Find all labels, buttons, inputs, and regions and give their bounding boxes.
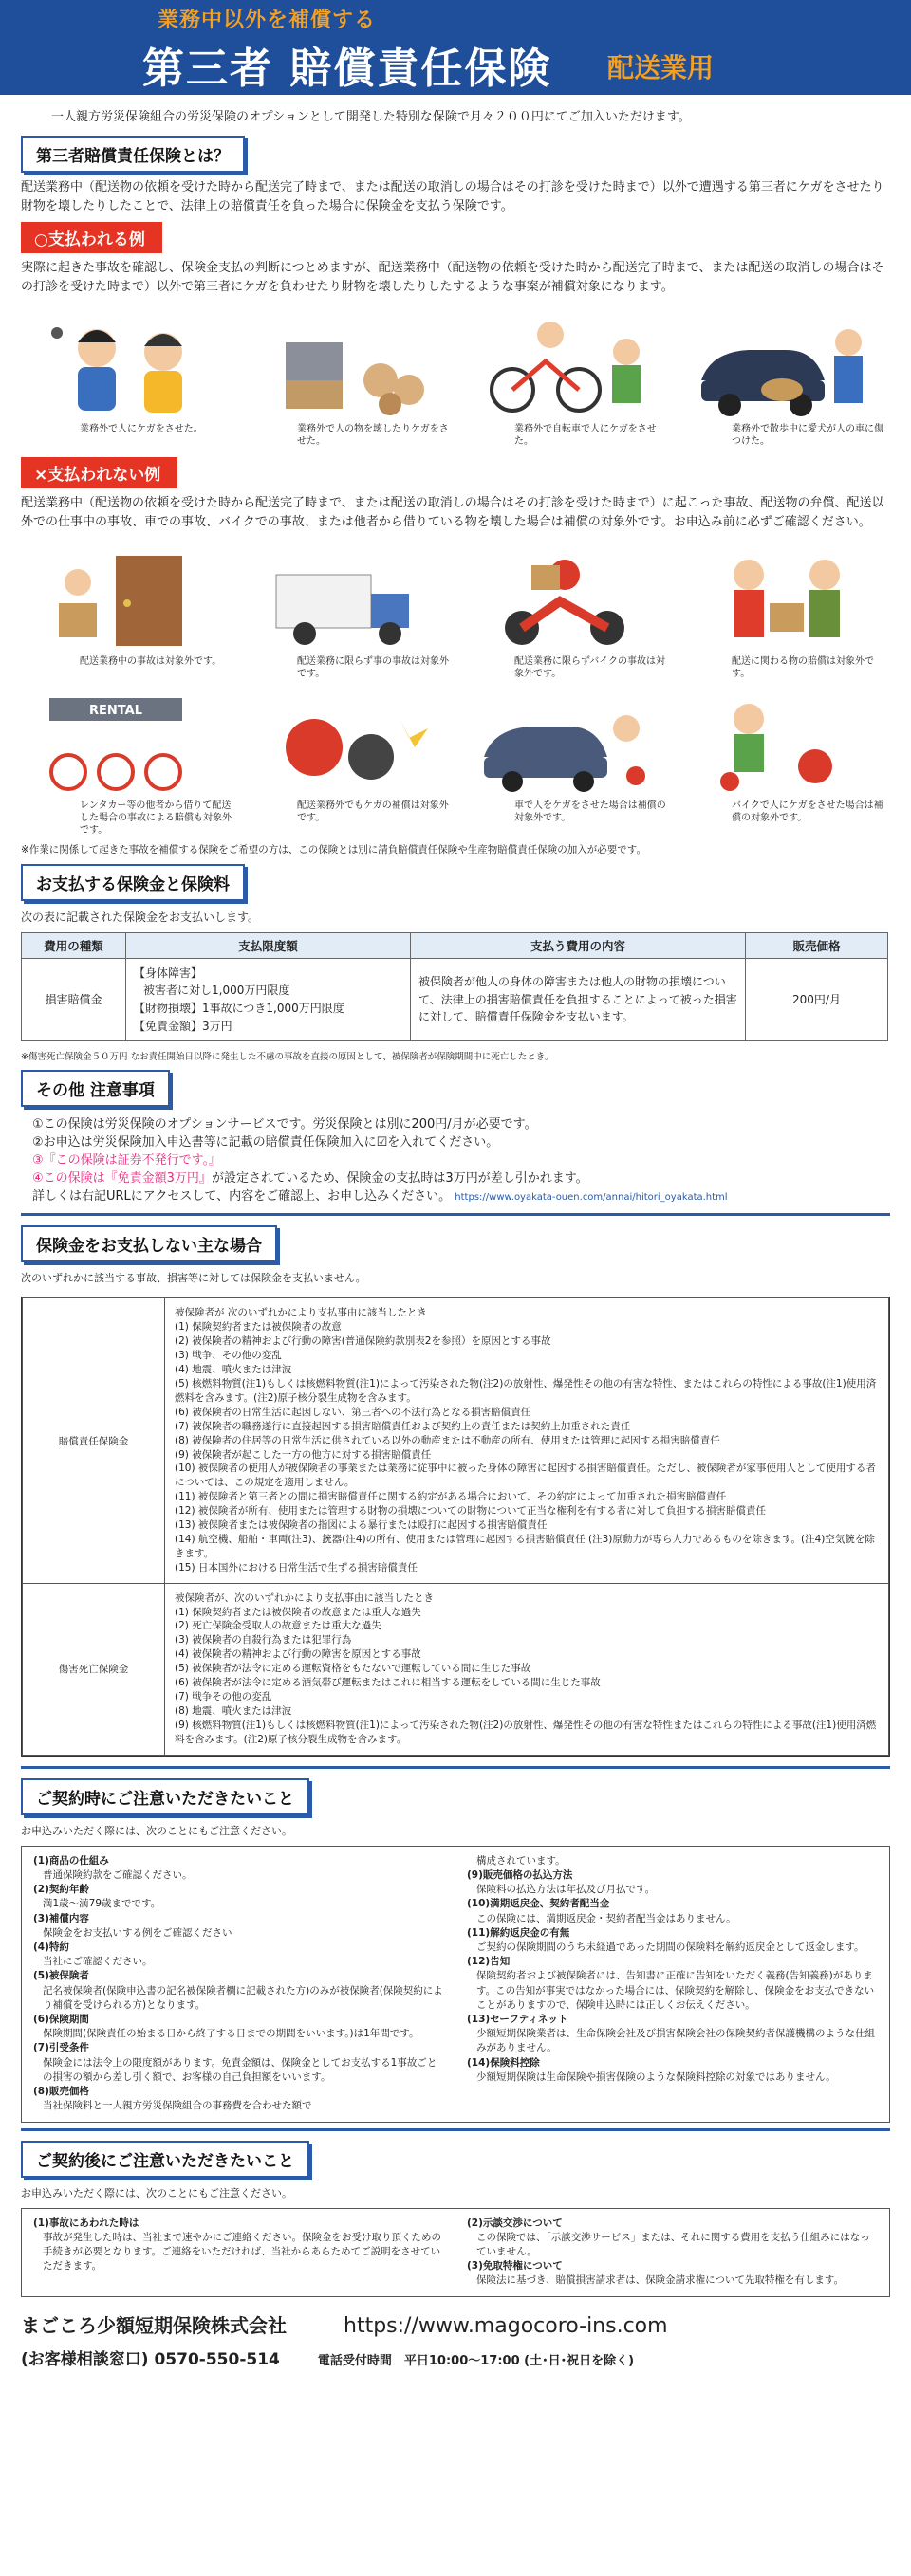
truck-illustration <box>257 546 437 653</box>
notpaid-example: バイクで人にケガをさせた場合は補償の対象外です。 <box>732 800 883 823</box>
col-header: 費用の種類 <box>22 932 126 958</box>
header-banner <box>0 0 911 95</box>
notpaid-example: 配送に関わる物の賠償は対象外です。 <box>732 655 874 679</box>
motorbike-illustration <box>474 546 655 653</box>
about-text: 配送業務中（配送物の依頼を受けた時から配送完了時まで、または配送の取消しの場合はその打診を受けた時まで）以外で遭遇する第三者にケガをさせたり財物を壊したりしたことで、法律上の賠償責任を負った場合に保険金を支払う保険です。 <box>21 180 884 214</box>
other-heading: その他 注意事項 <box>21 1070 170 1107</box>
header-title: 第三者 賠償責任保険 <box>142 45 552 93</box>
excl-intro: 次のいずれかに該当する事故、損害等に対しては保険金を支払いません。 <box>21 1272 366 1285</box>
header-tag: 配送業用 <box>607 52 715 83</box>
paid-example: 業務外で自転車で人にケガをさせた。 <box>456 307 673 451</box>
excl-table <box>21 1297 890 1756</box>
before-box <box>21 1846 890 2123</box>
before-heading: ご契約時にご注意いただきたいこと <box>21 1778 309 1815</box>
delivery-door-illustration <box>40 546 220 653</box>
selfie-injury-illustration <box>40 314 220 420</box>
oyakata-link[interactable]: https://www.oyakata-ouen.com/annai/hitori_oyakata.html <box>455 1191 728 1203</box>
fee-limits: 【身体障害】 被害者に対し1,000万円限度 【財物損壊】1事故につき1,000万円限度 【免責金額】3万円 <box>126 958 411 1040</box>
col-header: 支払限度額 <box>126 932 411 958</box>
other-notes: ①この保険は労災保険のオプションサービスです。労災保険とは別に200円/月が必要です。 ②お申込は労災保険加入申込書等に記載の賠償責任保険加入に☑を入れてください。 ③『この保険は証券不発行です。』 ④この保険は『免責金額3万円』が設定されているため、保険金の支払時は3万円が差し引かれます。 詳しくは右記URLにアクセスして、内容をご確認上、お申し込みください。 https://www.oyakata-ouen.com/annai/hitori_oyakata.html <box>32 1117 728 1204</box>
excl-heading: 保険金をお支払しない主な場合 <box>21 1225 277 1262</box>
before-intro: お申込みいただく際には、次のことにもご注意ください。 <box>21 1824 292 1837</box>
broken-goods-illustration <box>257 314 437 420</box>
intro-text: 一人親方労災保険組合の労災保険のオプションとして開発した特別な保険で月々２００円にてご加入いただけます。 <box>51 110 691 124</box>
notpaid-example: 配送業務に限らず事の事故は対象外です。 <box>297 655 449 679</box>
excl-items: 被保険者が 次のいずれかにより支払事由に該当したとき (1) 保険契約者または被保険者の故意 (2) 被保険者の精神および行動の障害(普通保険約款別表2を参照）を原因とする事故 (3) 戦争、その他の変乱 (4) 地震、噴火または津波 (5) 核燃料物質(注1)もしくは核燃料物質(注1)によって汚染された物(注2)の放射性、爆発性その他の有害な特性、またはこれらの特性による事故(注1)使用済燃料を含みます。(注2)原子核分裂生成物を含みます。 (6) 被保険者の日常生活に起因しない、第三者への不法行為となる損害賠償責任 (7) 被保険者の職務遂行に直接起因する損害賠償責任および契約上の責任または契約上加重された責任 (8) 被保険者の住居等の日常生活に供されている以外の動産または不動産の所有、使用または管理に起因する損害賠償責任 (9) 被保険者が起こした一方の他方に対する損害賠償責任 (10) 被保険者の使用人が被保険者の事業または業務に従事中に被った身体の障害に起因する損害賠償責任。ただし、被保険者が家事使用人として使用する者については、この規定を適用しません。 (11) 被保険者と第三者との間に損害賠償責任に関する約定がある場合において、その約定によって加重された損害賠償責任 (12) 被保険者が所有、使用または管理する財物の損壊についての財物について正当な権利を有する者に対して負担する損害賠償責任 (13) 被保険者または被保険者の指図による暴行または殴打に起因する損害賠償責任 (14) 航空機、船舶・車両(注3)、銃器(注4)の所有、使用または管理に起因する損害賠償責任 (注3)原動力が専ら人力であるものを除きます。(注4)空気銃を除きます。 (15) 日本国外における日常生活で生ずる損害賠償責任 <box>165 1298 889 1583</box>
rental-bicycles-illustration <box>40 690 220 797</box>
notpaid-example: 配送業務外でもケガの補償は対象外です。 <box>297 800 449 823</box>
support-hours: 電話受付時間 平日10:00～17:00 (土･日･祝日を除く) <box>317 2353 635 2368</box>
before-left: (1)商品の仕組み 普通保険約款をご確認ください。 (2)契約年齢 満1歳～満79歳までです。 (3)補償内容 保険金をお支払いする例をご確認ください (4)特約 当社にご確認ください。 (5)被保険者 記名被保険者(保険申込書の記名被保険者欄に記載された方)のみが被保険者(保険契約により補償を受けられる方)となります。 (6)保険期間 保険期間(保険責任の始まる日から終了する日までの期間をいいます。)は1年間です。 (7)引受条件 保険金には法令上の限度額があります。免責金額は、保険金としてお支払する1事故ごとの損害の額から差し引く額で、お客様の自己負担額をいいます。 (8)販売価格 当社保険料と一人親方労災保険組合の事務費を合わせた額で <box>33 1854 443 2112</box>
after-box <box>21 2208 890 2297</box>
excl-label: 傷害死亡保険金 <box>23 1583 165 1755</box>
notpaid-note: ※作業に関係して起きた事故を補償する保険をご希望の方は、この保険とは別に請負賠償責任保険や生産物賠償責任保険の加入が必要です。 <box>21 843 646 856</box>
about-heading: 第三者賠償責任保険とは？ <box>21 136 245 173</box>
company-url[interactable]: https://www.magocoro-ins.com <box>344 2313 668 2338</box>
notpaid-examples-row1 <box>0 540 911 684</box>
before-right: 構成されています。 (9)販売価格の払込方法 保険料の払込方法は年払及び月払です。 (10)満期返戻金、契約者配当金 この保険には、満期返戻金・契約者配当金はありません。 (11)解約返戻金の有無 ご契約の保険期間のうち未経過であった期間の保険料を解約返戻金として返金します。 (12)告知 保険契約者および被保険者には、告知書に正確に告知をいただく義務(告知義務)があります。この告知が事実ではなかった場合には、保険契約を解除し、保険金をお支払できないことがありますので、保険申込時には正しくお伝えください。 (13)セーフティネット 少額短期保険業者は、生命保険会社及び損害保険会社の保険契約者保護機構のような仕組みがありません。 (14)保険料控除 少額短期保険は生命保険や損害保険のような保険料控除の対象ではありません。 <box>467 1854 875 2083</box>
col-header: 支払う費用の内容 <box>411 932 746 958</box>
notpaid-examples-row2 <box>0 684 911 840</box>
dog-scratch-car-illustration <box>692 314 872 420</box>
company-name: まごころ少額短期保険株式会社 <box>21 2313 287 2337</box>
fee-content: 被保険者が他人の身体の障害または他人の財物の損壊について、法律上の損害賠償責任を負担することによって被った損害に対して、賠償責任保険金を支払います。 <box>411 958 746 1040</box>
excl-label: 賠償責任保険金 <box>23 1298 165 1583</box>
fee-type: 損害賠償金 <box>22 958 126 1040</box>
after-right: (2)示談交渉について この保険では、「示談交渉サービス」または、それに関する費用を支払う仕組みにはなっていません。 (3)免取特権について 保険法に基づき、賠償損害請求者は、保険金請求権について先取特権を有します。 <box>467 2217 870 2287</box>
fee-note: ※傷害死亡保険金５０万円 なお責任開始日以降に発生した不慮の事故を直接の原因として、被保険者が保険期間中に死亡したとき。 <box>21 1052 554 1063</box>
header-subtitle: 業務中以外を補償する <box>158 9 377 32</box>
col-header: 販売価格 <box>746 932 888 958</box>
bike-injury-illustration <box>692 690 872 797</box>
rental-sign-text: RENTAL <box>88 703 142 718</box>
bike-crash-illustration <box>257 690 437 797</box>
paid-text: 実際に起きた事故を確認し、保険金支払の判断につとめますが、配送業務中（配送物の依頼を受けた時から配送完了時まで、または配送の取消しの場合はその打診を受けた時まで）以外で第三者にケガを負わせたり財物を壊したりしたするような事案が補償対象になります。 <box>21 261 884 295</box>
car-accident-illustration <box>474 690 655 797</box>
after-left: (1)事故にあわれた時は 事故が発生した時は、当社まで速やかにご連絡ください。保険金をお受け取り頂くための手続きが必要となります。ご連絡をいただければ、当社からあらためてご説明をさせていただきます。 <box>33 2217 441 2272</box>
notpaid-example: レンタカー等の他者から借りて配送した場合の事故による賠償も対象外です。 <box>80 800 232 836</box>
fee-price: 200円/月 <box>746 958 888 1040</box>
excl-items: 被保険者が、次のいずれかにより支払事由に該当したとき (1) 保険契約者または被保険者の故意または重大な過失 (2) 死亡保険金受取人の故意または重大な過失 (3) 被保険者の自殺行為または犯罪行為 (4) 被保険者の精神および行動の障害を原因とする事故 (5) 被保険者が法令に定める運転資格をもたないで運転している間に生じた事故 (6) 被保険者が法令に定める酒気帯び運転またはこれに相当する運転をしている間に生じた事故 (7) 戦争その他の変乱 (8) 地震、噴火または津波 (9) 核燃料物質(注1)もしくは核燃料物質(注1)によって汚染された物(注2)の放射性、爆発性その他の有害な特性またはこれらの特性による事故(注1)使用済燃料を含みます。(注2)原子核分裂生成物を含みます。 <box>165 1583 889 1755</box>
notpaid-example: 配送業務に限らずバイクの事故は対象外です。 <box>514 655 665 679</box>
damaged-package-illustration <box>692 546 872 653</box>
paid-examples <box>0 307 911 451</box>
notpaid-example: 配送業務中の事故は対象外です。 <box>80 655 222 667</box>
bicycle-accident-illustration <box>474 314 655 420</box>
paid-example: 業務外で人の物を壊したりケガをさせた。 <box>238 307 456 451</box>
support-phone[interactable]: (お客様相談窓口) 0570-550-514 <box>21 2349 280 2369</box>
paid-example: 業務外で散歩中に愛犬が人の車に傷つけた。 <box>673 307 890 451</box>
notpaid-heading: ×支払われない例 <box>21 457 177 488</box>
fee-table <box>21 932 888 1041</box>
notpaid-text: 配送業務中（配送物の依頼を受けた時から配送完了時まで、または配送の取消しの場合はその打診を受けた時まで）に起こった事故、配送物の弁償、配送以外での仕事中の事故、車での事故、バイクでの事故、または他者から借りている物を壊した場合は補償の対象外です。お申込み前に必ずご確認ください。 <box>21 495 884 529</box>
notpaid-example: 車で人をケガをさせた場合は補償の対象外です。 <box>514 800 666 823</box>
paid-example: 業務外で人にケガをさせた。 <box>21 307 238 451</box>
after-intro: お申込みいただく際には、次のことにもご注意ください。 <box>21 2186 292 2199</box>
fee-intro: 次の表に記載された保険金をお支払いします。 <box>21 910 260 924</box>
fee-heading: お支払する保険金と保険料 <box>21 864 245 901</box>
paid-heading: ○支払われる例 <box>21 222 162 253</box>
footer <box>0 2303 911 2377</box>
after-heading: ご契約後にご注意いただきたいこと <box>21 2141 309 2178</box>
